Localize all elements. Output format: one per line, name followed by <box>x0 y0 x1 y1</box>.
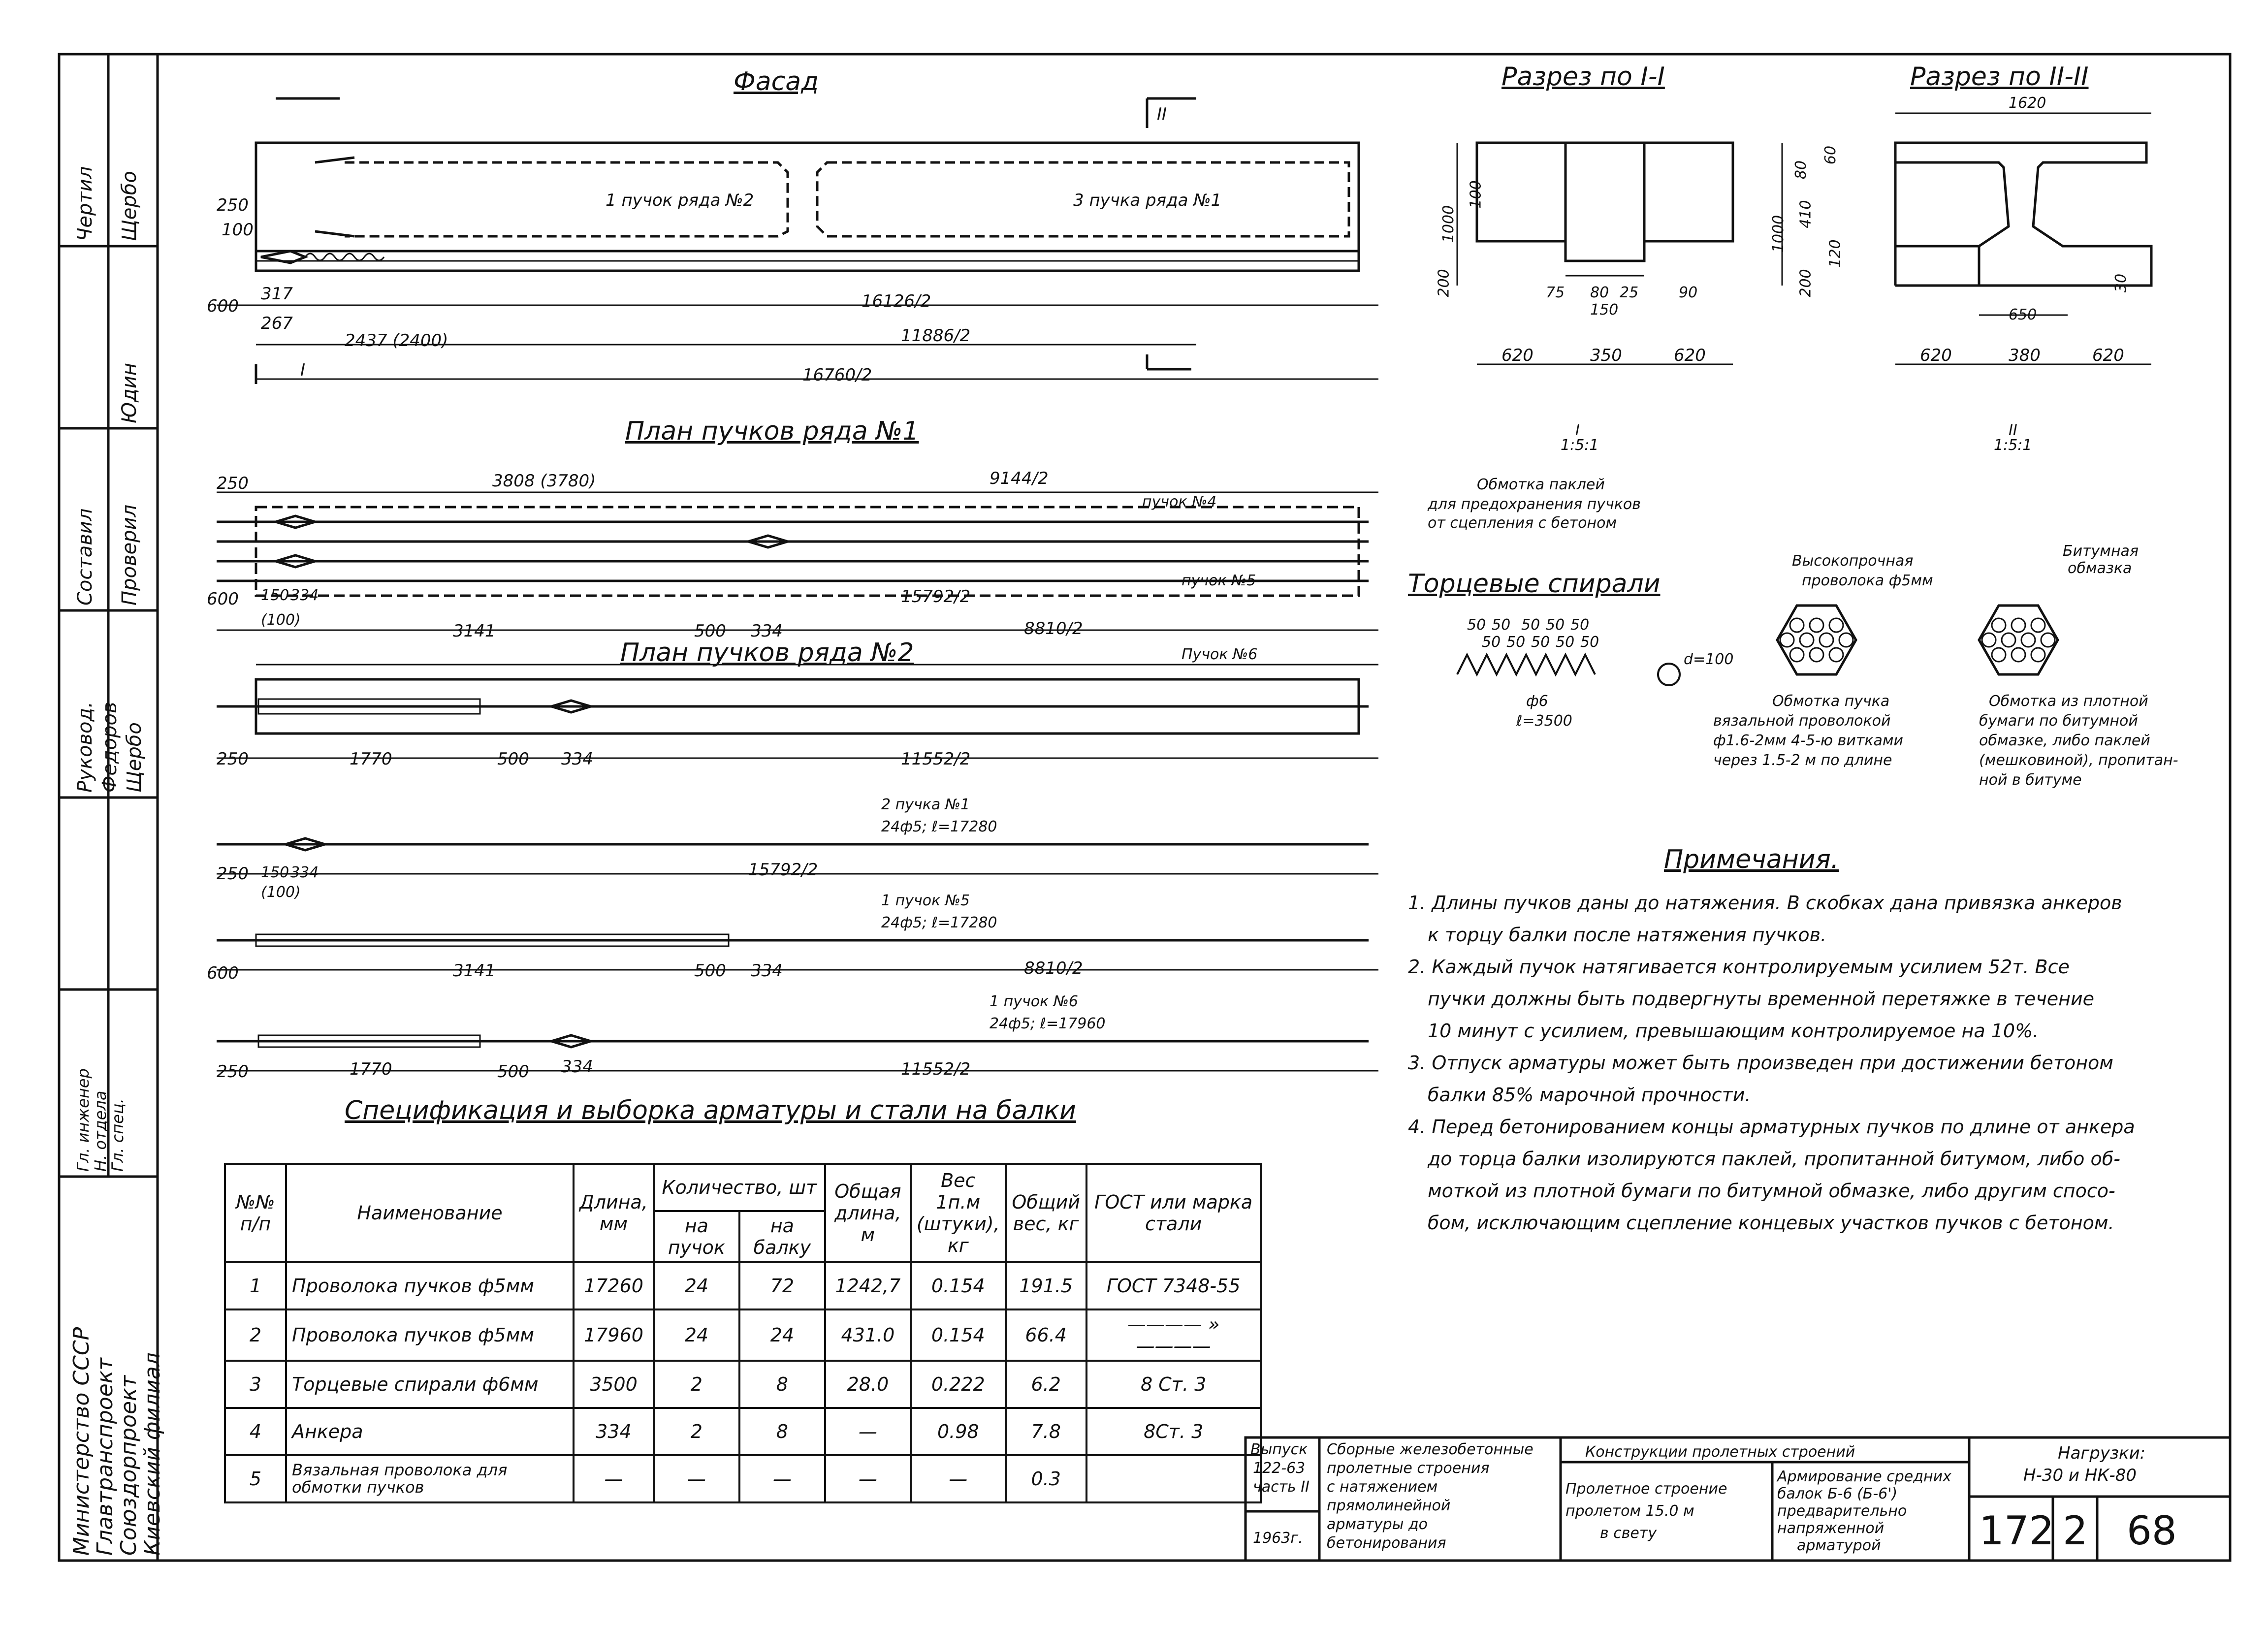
cell: — <box>739 1455 825 1502</box>
pitch2-1: 50 <box>1482 634 1501 651</box>
side-role-1: Гл. инженер <box>74 1068 93 1172</box>
s2-h80: 80 <box>1792 160 1810 180</box>
wrap-title: Обмотка паклей <box>1477 476 1605 493</box>
note-line-8: 4. Перед бетонированием концы арматурных пучков по длине от анкера <box>1408 1116 2135 1138</box>
dim-16126: 16126/2 <box>862 291 931 311</box>
issue-label: Выпуск <box>1250 1441 1308 1458</box>
p1-d100: (100) <box>261 611 301 629</box>
p1-d334b: 334 <box>751 621 783 641</box>
bundle5-d4: 334 <box>751 961 783 981</box>
note-line-3: 2. Каждый пучок натягивается контролируемым усилием 52т. Все <box>1408 956 2070 978</box>
s1-d90: 90 <box>1679 284 1698 301</box>
side-name-3: Федоров <box>98 702 121 793</box>
series-5: арматуры до <box>1327 1516 1428 1533</box>
facade-bundle2: 1 пучок ряда №2 <box>606 191 754 210</box>
cell: 3 <box>225 1361 286 1408</box>
cell: — <box>825 1408 911 1455</box>
structure-3: в свету <box>1600 1525 1657 1542</box>
bundle1-d3: 334 <box>290 864 319 881</box>
pitch-5: 50 <box>1570 616 1590 634</box>
cell: 0.3 <box>1006 1455 1086 1502</box>
note-line-6: 3. Отпуск арматуры может быть произведен при достижении бетоном <box>1408 1052 2113 1074</box>
wire-label: Высокопрочная <box>1792 552 1914 570</box>
mark-I: I <box>300 360 306 380</box>
s1-h200: 200 <box>1435 269 1453 297</box>
cell: 24 <box>654 1262 739 1309</box>
p1-d150: 150 <box>261 587 289 604</box>
spec-table <box>224 1163 1262 1503</box>
spec-title: Спецификация и выборка арматуры и стали на балки <box>345 1096 1076 1125</box>
bundle1-label: 2 пучка №1 <box>881 796 970 813</box>
wrap-bundle: Обмотка пучка <box>1772 693 1890 710</box>
s1-h1000: 1000 <box>1440 205 1458 243</box>
cell: 191.5 <box>1006 1262 1086 1309</box>
bundle1-len: 15792/2 <box>748 860 818 880</box>
table-row <box>225 1455 1261 1502</box>
section1-title: Разрез по I-I <box>1501 62 1665 92</box>
dim-11886: 11886/2 <box>901 326 971 346</box>
bundle5-d2: 3141 <box>453 961 496 981</box>
pitch2-3: 50 <box>1531 634 1550 651</box>
cell: 2 <box>654 1361 739 1408</box>
table-row <box>225 1309 1261 1361</box>
section-mark-I: I <box>1575 422 1580 439</box>
p1-d8810: 8810/2 <box>1024 619 1083 638</box>
section2-title: Разрез по II-II <box>1910 62 2089 92</box>
side-role-5: Проверил <box>118 504 141 606</box>
s2-w620b: 620 <box>2092 346 2124 365</box>
p1-bundle5: пучок №5 <box>1182 572 1256 589</box>
cell: 7.8 <box>1006 1408 1086 1455</box>
bundle5-d3: 500 <box>694 961 726 981</box>
s2-w620a: 620 <box>1920 346 1952 365</box>
col-total-len: Общая длина, м <box>825 1164 911 1262</box>
structure-2: пролетом 15.0 м <box>1565 1502 1694 1520</box>
paper-label-2: бумаги по битумной <box>1979 712 2138 730</box>
cell: — <box>654 1455 739 1502</box>
cell: 0.154 <box>911 1262 1006 1309</box>
cell: 2 <box>654 1408 739 1455</box>
wrap-desc1: для предохранения пучков <box>1428 496 1641 513</box>
plan1-title: План пучков ряда №1 <box>625 416 919 446</box>
bundle6-spec: 24ф5; ℓ=17960 <box>990 1015 1106 1032</box>
series-1: Сборные железобетонные <box>1327 1441 1533 1458</box>
bundle6-len: 11552/2 <box>901 1059 971 1079</box>
pitch-1: 50 <box>1467 616 1486 634</box>
issue-year: 1963г. <box>1253 1530 1303 1547</box>
bitumen-label-2: обмазка <box>2068 560 2132 577</box>
cell: 8 <box>739 1408 825 1455</box>
note-line-9: до торца балки изолируются паклей, пропитанной битумом, либо об- <box>1428 1148 2120 1170</box>
bundle6-d1: 250 <box>217 1062 249 1082</box>
cell: 8Ст. 3 <box>1086 1408 1261 1455</box>
dim-16760: 16760/2 <box>802 365 872 385</box>
cell: 8 Ст. 3 <box>1086 1361 1261 1408</box>
s1-d25: 25 <box>1620 284 1639 301</box>
dim-600: 600 <box>207 296 239 316</box>
s2-h200: 200 <box>1797 269 1815 297</box>
dim-250: 250 <box>217 195 249 215</box>
paper-label: Обмотка из плотной <box>1989 693 2148 710</box>
note-line-2: к торцу балки после натяжения пучков. <box>1428 924 1827 946</box>
p1-d500: 500 <box>694 621 726 641</box>
p1-d9144: 9144/2 <box>990 469 1049 488</box>
s1-w620b: 620 <box>1674 346 1706 365</box>
stamp-section: Конструкции пролетных строений <box>1585 1443 1855 1461</box>
s2-h60: 60 <box>1822 145 1840 165</box>
dim-317: 317 <box>261 284 293 304</box>
side-role-2: Н. отдела <box>91 1090 110 1172</box>
s2-h1000: 1000 <box>1770 215 1788 253</box>
side-role-7: Чертил <box>74 166 96 241</box>
p1-d3141: 3141 <box>453 621 496 641</box>
p2-d11552: 11552/2 <box>901 749 971 769</box>
series-4: прямолинейной <box>1327 1497 1451 1514</box>
s1-w620a: 620 <box>1501 346 1533 365</box>
section-mark-II: II <box>2009 422 2017 439</box>
bundle5-label: 1 пучок №5 <box>881 892 970 909</box>
col-per-beam: на балку <box>739 1211 825 1262</box>
bundle6-d4: 334 <box>561 1057 593 1077</box>
subject-2: балок Б-6 (Б-6') <box>1777 1485 1898 1502</box>
col-gost: ГОСТ или марка стали <box>1086 1164 1261 1262</box>
cell: 6.2 <box>1006 1361 1086 1408</box>
dim-267: 267 <box>261 314 293 333</box>
issue-part: часть II <box>1253 1478 1310 1496</box>
bundle5-d1: 600 <box>207 963 239 983</box>
wire-label-2: проволока ф5мм <box>1802 572 1933 589</box>
p1-d600: 600 <box>207 589 239 609</box>
paper-label-5: ной в битуме <box>1979 771 2082 789</box>
bundle1-spec: 24ф5; ℓ=17280 <box>881 818 997 835</box>
cell: 24 <box>654 1309 739 1361</box>
cell: 28.0 <box>825 1361 911 1408</box>
cell: — <box>825 1455 911 1502</box>
pitch2-5: 50 <box>1580 634 1599 651</box>
side-org-3: Союздорпроект <box>116 1375 141 1556</box>
subject-1: Армирование средних <box>1777 1468 1951 1485</box>
pitch2-4: 50 <box>1556 634 1575 651</box>
sheet-ref-1: 1:5:1 <box>1561 437 1599 454</box>
note-line-11: бом, исключающим сцепление концевых участков пучков с бетоном. <box>1428 1212 2114 1234</box>
series-6: бетонирования <box>1327 1534 1446 1552</box>
bundle6-d3: 500 <box>497 1062 529 1082</box>
cell: Торцевые спирали ф6мм <box>286 1361 574 1408</box>
wrap-bundle-2: вязальной проволокой <box>1713 712 1891 730</box>
s2-w1620: 1620 <box>2009 95 2046 112</box>
pitch-3: 50 <box>1521 616 1540 634</box>
dim-100: 100 <box>222 220 254 240</box>
s1-h100: 100 <box>1467 180 1485 209</box>
side-role-4: Составил <box>74 508 96 606</box>
p1-d250: 250 <box>217 474 249 493</box>
sheet-number-1: 172 <box>1979 1508 2054 1554</box>
subject-3: предварительно <box>1777 1502 1907 1520</box>
cell: ———— » ———— <box>1086 1309 1261 1361</box>
facade-bundle1: 3 пучка ряда №1 <box>1073 191 1222 210</box>
p1-bundle4: пучок №4 <box>1142 493 1217 511</box>
side-org-4: Киевский филиал <box>140 1352 165 1556</box>
pitch2-2: 50 <box>1506 634 1526 651</box>
p2-d1770: 1770 <box>350 749 392 769</box>
s1-d75: 75 <box>1546 284 1565 301</box>
side-org-2: Главтранспроект <box>93 1358 118 1556</box>
cell: Проволока пучков ф5мм <box>286 1262 574 1309</box>
col-qty: Количество, шт <box>654 1164 825 1211</box>
loads-value: Н-30 и НК-80 <box>2023 1466 2137 1485</box>
col-unit-weight: Вес 1п.м (штуки), кг <box>911 1164 1006 1262</box>
paper-label-4: (мешковиной), пропитан- <box>1979 752 2178 769</box>
s2-h120: 120 <box>1826 239 1844 268</box>
side-name-2: Юдин <box>118 363 141 423</box>
side-name-1: Щербо <box>118 171 141 241</box>
side-name-4: Щербо <box>123 722 146 793</box>
note-line-5: 10 минут с усилием, превышающим контролируемое на 10%. <box>1428 1020 2039 1042</box>
cell: 24 <box>739 1309 825 1361</box>
cell: 0.98 <box>911 1408 1006 1455</box>
cell: 2 <box>225 1309 286 1361</box>
cell: 5 <box>225 1455 286 1502</box>
s2-w380: 380 <box>2009 346 2041 365</box>
cell: — <box>574 1455 654 1502</box>
series-3: с натяжением <box>1327 1478 1438 1496</box>
sheet-number-2: 2 <box>2063 1508 2088 1554</box>
bundle6-label: 1 пучок №6 <box>990 993 1079 1010</box>
s1-w350: 350 <box>1590 346 1622 365</box>
subject-5: арматурой <box>1797 1537 1881 1554</box>
subject-4: напряженной <box>1777 1520 1885 1537</box>
bundle5-spec: 24ф5; ℓ=17280 <box>881 914 997 931</box>
cell: 334 <box>574 1408 654 1455</box>
note-line-4: пучки должны быть подвергнуты временной перетяжке в течение <box>1428 988 2095 1010</box>
cell: 66.4 <box>1006 1309 1086 1361</box>
s2-h410: 410 <box>1797 200 1815 228</box>
cell: 4 <box>225 1408 286 1455</box>
loads-label: Нагрузки: <box>2058 1443 2146 1463</box>
cell: ГОСТ 7348-55 <box>1086 1262 1261 1309</box>
note-line-7: балки 85% марочной прочности. <box>1428 1084 1751 1106</box>
s1-d150: 150 <box>1590 301 1619 319</box>
bundle5-len: 8810/2 <box>1024 958 1083 978</box>
bundle1-d4: (100) <box>261 884 301 901</box>
cell: 0.154 <box>911 1309 1006 1361</box>
p2-d250: 250 <box>217 749 249 769</box>
cell: Анкера <box>286 1408 574 1455</box>
sheet-ref-2: 1:5:1 <box>1994 437 2032 454</box>
spiral-d: ф6 <box>1526 693 1548 710</box>
mark-II: II <box>1157 104 1167 124</box>
pitch-4: 50 <box>1546 616 1565 634</box>
cell: — <box>911 1455 1006 1502</box>
table-row <box>225 1408 1261 1455</box>
cell: 72 <box>739 1262 825 1309</box>
circle-d: d=100 <box>1684 651 1734 668</box>
cell: Проволока пучков ф5мм <box>286 1309 574 1361</box>
p1-d3808: 3808 (3780) <box>492 471 596 491</box>
cell: 3500 <box>574 1361 654 1408</box>
cell: 17960 <box>574 1309 654 1361</box>
side-role-6: Руковод. <box>74 702 96 793</box>
p2-d500: 500 <box>497 749 529 769</box>
p1-d334: 334 <box>290 587 319 604</box>
pitch-2: 50 <box>1492 616 1511 634</box>
wrap-desc2: от сцепления с бетоном <box>1428 514 1617 532</box>
s1-d80: 80 <box>1590 284 1609 301</box>
col-per-bundle: на пучок <box>654 1211 739 1262</box>
p1-d15792: 15792/2 <box>901 587 971 607</box>
bundle1-d1: 250 <box>217 864 249 884</box>
table-row <box>225 1361 1261 1408</box>
side-role-3: Гл. спец. <box>108 1098 127 1172</box>
cell: 0.222 <box>911 1361 1006 1408</box>
cell: 17260 <box>574 1262 654 1309</box>
s2-w650: 650 <box>2009 306 2037 323</box>
side-org-1: Министерство СССР <box>69 1327 94 1556</box>
note-line-1: 1. Длины пучков даны до натяжения. В скобках дана привязка анкеров <box>1408 892 2122 914</box>
bitumen-label: Битумная <box>2063 543 2139 560</box>
dim-2437: 2437 (2400) <box>345 331 448 351</box>
cell: 1 <box>225 1262 286 1309</box>
wrap-bundle-4: через 1.5-2 м по длине <box>1713 752 1892 769</box>
issue-number: 122-63 <box>1253 1460 1306 1477</box>
table-row <box>225 1262 1261 1309</box>
s2-h30: 30 <box>2112 273 2130 293</box>
col-total-weight: Общий вес, кг <box>1006 1164 1086 1262</box>
bundle6-d2: 1770 <box>350 1059 392 1079</box>
spiral-l: ℓ=3500 <box>1516 712 1572 730</box>
cell: 1242,7 <box>825 1262 911 1309</box>
col-name: Наименование <box>286 1164 574 1262</box>
structure-1: Пролетное строение <box>1565 1480 1727 1498</box>
bundle1-d2: 150 <box>261 864 289 881</box>
sheet-number-3: 68 <box>2127 1508 2177 1554</box>
note-line-10: моткой из плотной бумаги по битумной обмазке, либо другим спосо- <box>1428 1180 2115 1202</box>
series-2: пролетные строения <box>1327 1460 1490 1477</box>
cell: 431.0 <box>825 1309 911 1361</box>
cell: 8 <box>739 1361 825 1408</box>
p2-bundle6: Пучок №6 <box>1182 646 1258 663</box>
plan2-title: План пучков ряда №2 <box>620 638 914 668</box>
facade-title: Фасад <box>734 67 819 96</box>
col-length: Длина, мм <box>574 1164 654 1262</box>
col-num: №№ п/п <box>225 1164 286 1262</box>
cell: Вязальная проволока для обмотки пучков <box>286 1455 574 1502</box>
p2-d334: 334 <box>561 749 593 769</box>
spirals-title: Торцевые спирали <box>1408 569 1661 599</box>
paper-label-3: обмазке, либо паклей <box>1979 732 2150 749</box>
wrap-bundle-3: ф1.6-2мм 4-5-ю витками <box>1713 732 1903 749</box>
notes-title: Примечания. <box>1664 845 1839 874</box>
cell <box>1086 1455 1261 1502</box>
